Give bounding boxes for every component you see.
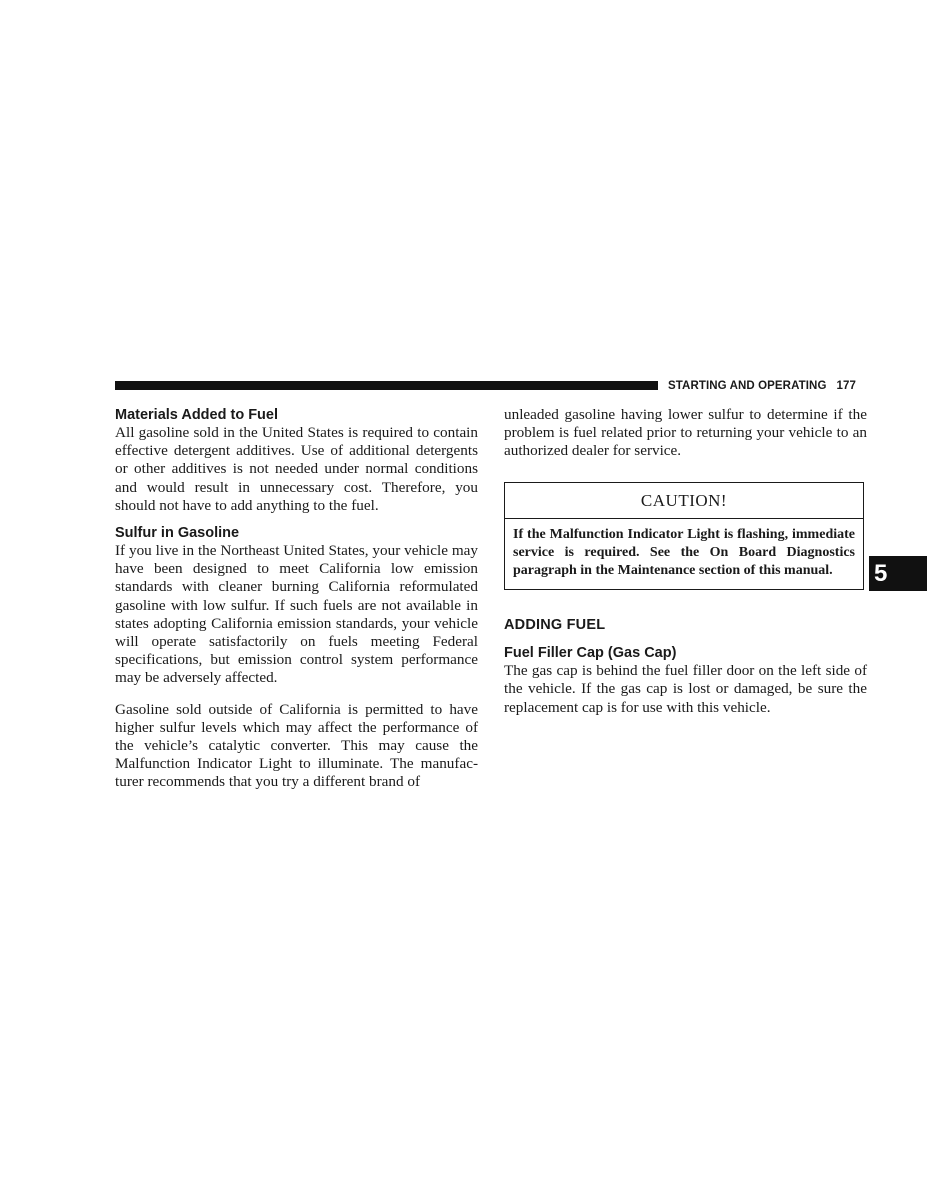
- sulfur-paragraph-2: Gasoline sold outside of California is permitted to have higher sulfur levels which may affect the performance of the vehicle’s catalytic converter. This may cause the Malfunction Indicator Light to illuminate. The manufacturer recommends that you try a different brand of: [115, 700, 478, 791]
- adding-fuel-heading: ADDING FUEL: [504, 617, 606, 634]
- section-tab: [869, 556, 927, 591]
- materials-paragraph: All gasoline sold in the United States is required to contain effective detergent additives. Use of additional detergents or other additives is not needed under normal conditions and would result in unnecessary cost. Therefore, you should not have to add anything to the fuel.: [115, 424, 478, 514]
- caution-title: CAUTION!: [505, 483, 863, 519]
- caution-body: If the Malfunction Indicator Light is flashing, immediate service is required. See the On Board Diagnostics paragraph in the Maintenance section of this manual.: [513, 526, 855, 579]
- header-rule: [115, 381, 658, 390]
- gas-cap-heading: Fuel Filler Cap (Gas Cap): [504, 645, 677, 662]
- sulfur-paragraph-1: If you live in the Northeast United States, your vehicle may have been designed to meet California low emission standards with cleaner burning California reformulated gasoline with low sulfur. If such fuels are not available in states adopting California emission standards, your vehicle will operate satisfactorily on fuels meeting Federal specifications, but emission control system performance may be adversely affected.: [115, 542, 478, 687]
- left-column: [115, 406, 478, 792]
- page-number: 177: [836, 380, 857, 392]
- sulfur-heading: Sulfur in Gasoline: [115, 525, 240, 542]
- right-column: [504, 406, 867, 717]
- materials-heading: Materials Added to Fuel: [115, 407, 279, 423]
- section-tab-number: 5: [874, 560, 888, 587]
- running-header: [668, 379, 868, 393]
- caution-box: [504, 482, 864, 591]
- gas-cap-paragraph: The gas cap is behind the fuel filler door on the left side of the vehicle. If the gas cap is lost or damaged, be sure the replacement cap is for use with this vehicle.: [504, 662, 867, 716]
- header-section-title: STARTING AND OPERATING: [668, 380, 827, 392]
- continued-paragraph: unleaded gasoline having lower sulfur to determine if the problem is fuel related prior to returning your vehicle to an authorized dealer for service.: [504, 406, 867, 460]
